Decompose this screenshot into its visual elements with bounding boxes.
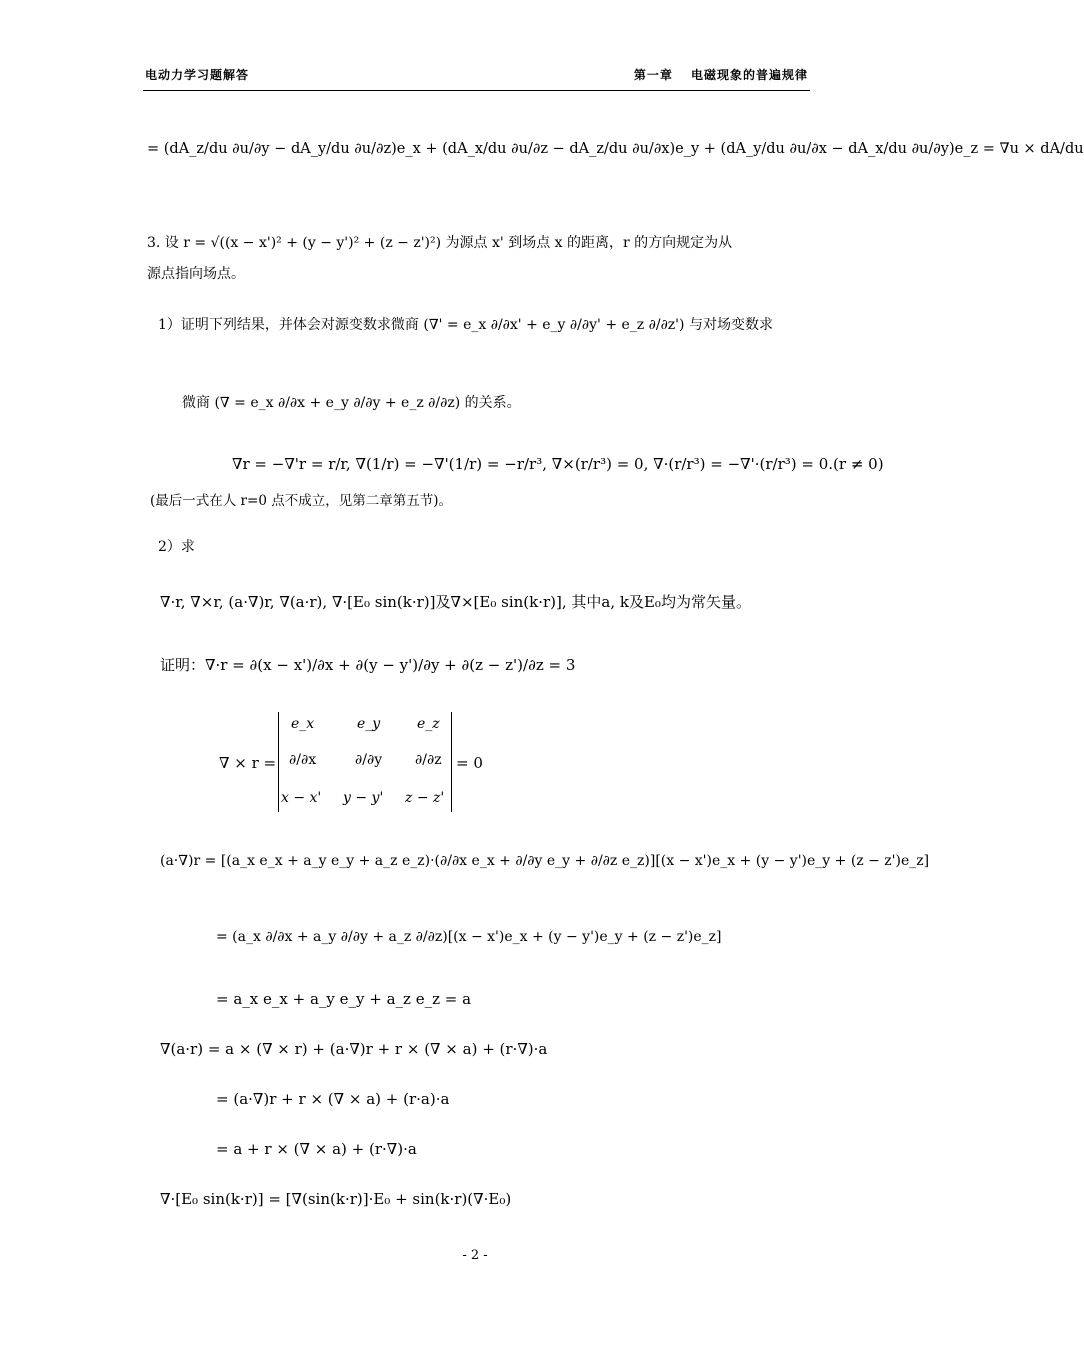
part-1-equation: ∇r = −∇'r = r/r, ∇(1/r) = −∇'(1/r) = −r/r³, ∇×(r/r³) = 0, ∇·(r/r³) = −∇'·(r/r³) = 0.(r ≠ 0) <box>232 455 884 473</box>
part-1-note: (最后一式在人 r=0 点不成立，见第二章第五节)。 <box>150 493 452 509</box>
gradient-step-1: ∇(a·r) = a × (∇ × r) + (a·∇)r + r × (∇ × a) + (r·∇)·a <box>160 1040 548 1058</box>
header-chapter-title: 第一章 电磁现象的普遍规律 <box>633 68 808 82</box>
gradient-step-3: = a + r × (∇ × a) + (r·∇)·a <box>216 1140 417 1158</box>
part-1-statement: 1）证明下列结果，并体会对源变数求微商 (∇' = e_x ∂/∂x' + e_y ∂/∂y' + e_z ∂/∂z') 与对场变数求 <box>158 317 773 333</box>
curl-determinant <box>278 712 452 812</box>
a-dot-nabla-step-2: = (a_x ∂/∂x + a_y ∂/∂y + a_z ∂/∂z)[(x − x')e_x + (y − y')e_y + (z − z')e_z] <box>216 929 722 945</box>
proof-divergence: 证明：∇·r = ∂(x − x')/∂x + ∂(y − y')/∂y + ∂(z − z')/∂z = 3 <box>160 656 576 674</box>
problem-3-statement-cont: 源点指向场点。 <box>147 266 245 282</box>
det-cell: ∂/∂y <box>355 752 383 768</box>
part-2-label: 2）求 <box>158 539 195 555</box>
det-cell: ∂/∂x <box>289 752 317 768</box>
header-left-title: 电动力学习题解答 <box>145 68 250 82</box>
det-cell: y − y' <box>343 790 384 806</box>
det-cell: e_z <box>417 716 440 732</box>
divergence-sine: ∇·[E₀ sin(k·r)] = [∇(sin(k·r)]·E₀ + sin(k·r)(∇·E₀) <box>160 1190 512 1208</box>
det-cell: e_x <box>291 716 315 732</box>
page-number: - 2 - <box>462 1248 488 1263</box>
det-cell: e_y <box>357 716 381 732</box>
part-2-list: ∇·r, ∇×r, (a·∇)r, ∇(a·r), ∇·[E₀ sin(k·r)]及∇×[E₀ sin(k·r)], 其中a, k及E₀均为常矢量。 <box>160 593 751 611</box>
det-cell: ∂/∂z <box>415 752 442 768</box>
a-dot-nabla-step-1: (a·∇)r = [(a_x e_x + a_y e_y + a_z e_z)·(∂/∂x e_x + ∂/∂y e_y + ∂/∂z e_z)][(x − x')e_x + (y − y')e_y + (z − z')e_z] <box>160 853 930 869</box>
curl-rhs: = 0 <box>456 754 483 772</box>
equation-top: = (dA_z/du ∂u/∂y − dA_y/du ∂u/∂z)e_x + (dA_x/du ∂u/∂z − dA_z/du ∂u/∂x)e_y + (dA_y/du ∂u/∂x − dA_x/du ∂u/∂y)e_z = ∇u × dA/du <box>147 141 1084 157</box>
a-dot-nabla-step-3: = a_x e_x + a_y e_y + a_z e_z = a <box>216 990 472 1008</box>
det-cell: z − z' <box>405 790 445 806</box>
header-rule <box>143 90 810 91</box>
problem-3-statement: 3. 设 r = √((x − x')² + (y − y')² + (z − z')²) 为源点 x' 到场点 x 的距离，r 的方向规定为从 <box>147 235 733 251</box>
det-cell: x − x' <box>281 790 322 806</box>
curl-lhs: ∇ × r = <box>219 754 277 772</box>
gradient-step-2: = (a·∇)r + r × (∇ × a) + (r·a)·a <box>216 1090 450 1108</box>
part-1-statement-cont: 微商 (∇ = e_x ∂/∂x + e_y ∂/∂y + e_z ∂/∂z) 的关系。 <box>182 395 521 411</box>
